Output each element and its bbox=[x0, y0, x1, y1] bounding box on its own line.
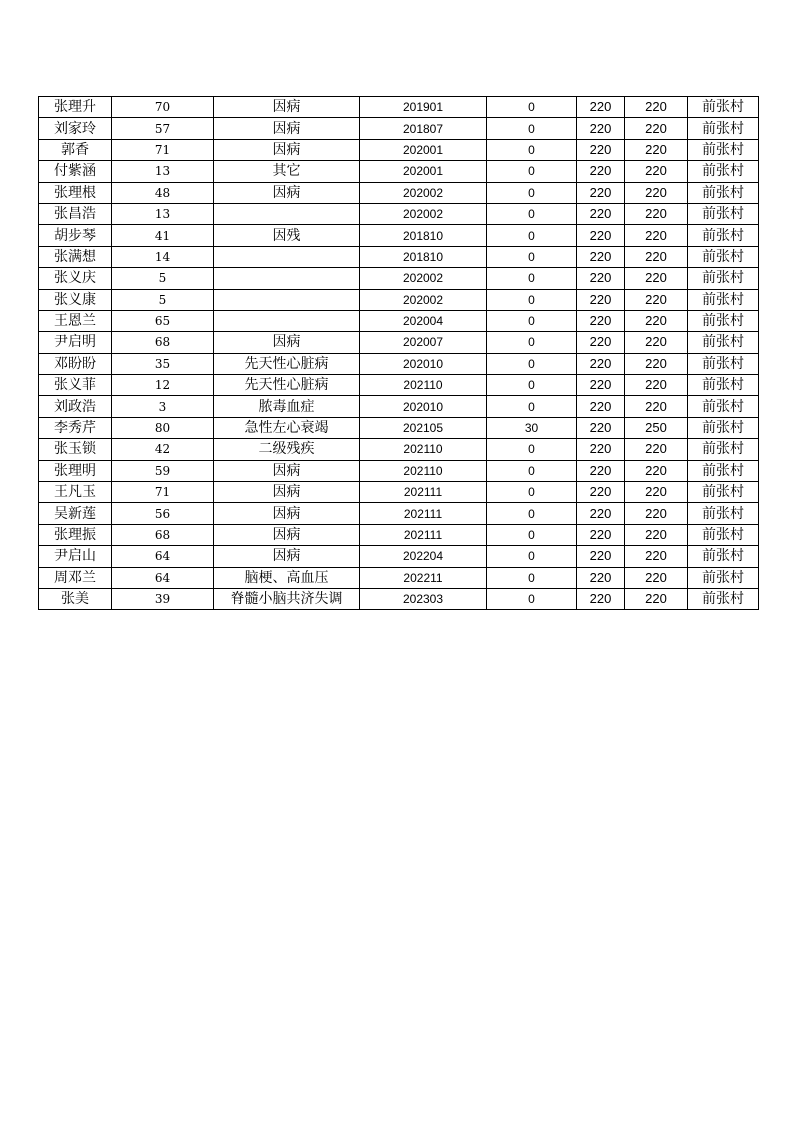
reason-cell: 因病 bbox=[214, 97, 360, 118]
total-amount-cell: 220 bbox=[625, 97, 688, 118]
name-cell: 张玉锁 bbox=[39, 439, 112, 460]
table-row bbox=[39, 396, 759, 417]
extra-amount-cell: 0 bbox=[487, 396, 577, 417]
date-cell: 202001 bbox=[360, 139, 487, 160]
table-row bbox=[39, 332, 759, 353]
extra-amount-cell: 0 bbox=[487, 503, 577, 524]
name-cell: 胡步琴 bbox=[39, 225, 112, 246]
age-cell: 35 bbox=[112, 353, 214, 374]
age-cell: 71 bbox=[112, 139, 214, 160]
extra-amount-cell: 0 bbox=[487, 268, 577, 289]
total-amount-cell: 220 bbox=[625, 139, 688, 160]
base-amount-cell: 220 bbox=[577, 289, 625, 310]
name-cell: 尹启山 bbox=[39, 546, 112, 567]
name-cell: 郭香 bbox=[39, 139, 112, 160]
extra-amount-cell: 0 bbox=[487, 97, 577, 118]
total-amount-cell: 220 bbox=[625, 503, 688, 524]
name-cell: 王凡玉 bbox=[39, 482, 112, 503]
base-amount-cell: 220 bbox=[577, 310, 625, 331]
date-cell: 202010 bbox=[360, 396, 487, 417]
table-row bbox=[39, 182, 759, 203]
total-amount-cell: 220 bbox=[625, 310, 688, 331]
total-amount-cell: 220 bbox=[625, 396, 688, 417]
extra-amount-cell: 0 bbox=[487, 246, 577, 267]
age-cell: 70 bbox=[112, 97, 214, 118]
subsidy-table bbox=[38, 96, 759, 610]
village-cell: 前张村 bbox=[688, 225, 759, 246]
base-amount-cell: 220 bbox=[577, 97, 625, 118]
name-cell: 张昌浩 bbox=[39, 203, 112, 224]
table-row bbox=[39, 524, 759, 545]
reason-cell bbox=[214, 246, 360, 267]
total-amount-cell: 220 bbox=[625, 225, 688, 246]
village-cell: 前张村 bbox=[688, 161, 759, 182]
total-amount-cell: 220 bbox=[625, 524, 688, 545]
base-amount-cell: 220 bbox=[577, 182, 625, 203]
name-cell: 张理振 bbox=[39, 524, 112, 545]
table-body bbox=[39, 97, 759, 610]
total-amount-cell: 220 bbox=[625, 289, 688, 310]
name-cell: 李秀芹 bbox=[39, 417, 112, 438]
total-amount-cell: 220 bbox=[625, 546, 688, 567]
village-cell: 前张村 bbox=[688, 118, 759, 139]
total-amount-cell: 220 bbox=[625, 161, 688, 182]
reason-cell: 脑梗、高血压 bbox=[214, 567, 360, 588]
total-amount-cell: 220 bbox=[625, 460, 688, 481]
reason-cell: 急性左心衰竭 bbox=[214, 417, 360, 438]
date-cell: 202111 bbox=[360, 524, 487, 545]
table-row bbox=[39, 567, 759, 588]
reason-cell: 脓毒血症 bbox=[214, 396, 360, 417]
table-row bbox=[39, 353, 759, 374]
total-amount-cell: 220 bbox=[625, 353, 688, 374]
age-cell: 42 bbox=[112, 439, 214, 460]
age-cell: 80 bbox=[112, 417, 214, 438]
village-cell: 前张村 bbox=[688, 460, 759, 481]
table-row bbox=[39, 161, 759, 182]
village-cell: 前张村 bbox=[688, 588, 759, 609]
table-row bbox=[39, 588, 759, 609]
name-cell: 刘家玲 bbox=[39, 118, 112, 139]
name-cell: 刘政浩 bbox=[39, 396, 112, 417]
extra-amount-cell: 0 bbox=[487, 203, 577, 224]
village-cell: 前张村 bbox=[688, 546, 759, 567]
extra-amount-cell: 0 bbox=[487, 375, 577, 396]
total-amount-cell: 220 bbox=[625, 332, 688, 353]
extra-amount-cell: 0 bbox=[487, 482, 577, 503]
base-amount-cell: 220 bbox=[577, 546, 625, 567]
reason-cell bbox=[214, 289, 360, 310]
table-row bbox=[39, 460, 759, 481]
name-cell: 张义菲 bbox=[39, 375, 112, 396]
village-cell: 前张村 bbox=[688, 417, 759, 438]
name-cell: 张满想 bbox=[39, 246, 112, 267]
village-cell: 前张村 bbox=[688, 268, 759, 289]
base-amount-cell: 220 bbox=[577, 246, 625, 267]
total-amount-cell: 220 bbox=[625, 268, 688, 289]
village-cell: 前张村 bbox=[688, 246, 759, 267]
village-cell: 前张村 bbox=[688, 182, 759, 203]
age-cell: 65 bbox=[112, 310, 214, 331]
reason-cell: 先天性心脏病 bbox=[214, 375, 360, 396]
reason-cell: 脊髓小脑共济失调 bbox=[214, 588, 360, 609]
reason-cell: 二级残疾 bbox=[214, 439, 360, 460]
age-cell: 64 bbox=[112, 567, 214, 588]
age-cell: 56 bbox=[112, 503, 214, 524]
base-amount-cell: 220 bbox=[577, 524, 625, 545]
reason-cell: 因病 bbox=[214, 482, 360, 503]
village-cell: 前张村 bbox=[688, 289, 759, 310]
extra-amount-cell: 0 bbox=[487, 439, 577, 460]
date-cell: 202001 bbox=[360, 161, 487, 182]
age-cell: 48 bbox=[112, 182, 214, 203]
base-amount-cell: 220 bbox=[577, 460, 625, 481]
table-row bbox=[39, 546, 759, 567]
date-cell: 202211 bbox=[360, 567, 487, 588]
reason-cell: 因残 bbox=[214, 225, 360, 246]
table-row bbox=[39, 268, 759, 289]
date-cell: 202111 bbox=[360, 503, 487, 524]
village-cell: 前张村 bbox=[688, 396, 759, 417]
table-row bbox=[39, 225, 759, 246]
age-cell: 59 bbox=[112, 460, 214, 481]
base-amount-cell: 220 bbox=[577, 139, 625, 160]
extra-amount-cell: 0 bbox=[487, 588, 577, 609]
base-amount-cell: 220 bbox=[577, 353, 625, 374]
base-amount-cell: 220 bbox=[577, 268, 625, 289]
name-cell: 张美 bbox=[39, 588, 112, 609]
extra-amount-cell: 0 bbox=[487, 332, 577, 353]
reason-cell: 因病 bbox=[214, 332, 360, 353]
reason-cell: 因病 bbox=[214, 460, 360, 481]
village-cell: 前张村 bbox=[688, 503, 759, 524]
total-amount-cell: 220 bbox=[625, 439, 688, 460]
reason-cell bbox=[214, 203, 360, 224]
date-cell: 202105 bbox=[360, 417, 487, 438]
date-cell: 202111 bbox=[360, 482, 487, 503]
village-cell: 前张村 bbox=[688, 139, 759, 160]
total-amount-cell: 220 bbox=[625, 118, 688, 139]
base-amount-cell: 220 bbox=[577, 482, 625, 503]
table-row bbox=[39, 97, 759, 118]
extra-amount-cell: 0 bbox=[487, 139, 577, 160]
name-cell: 张理升 bbox=[39, 97, 112, 118]
total-amount-cell: 220 bbox=[625, 375, 688, 396]
name-cell: 邓盼盼 bbox=[39, 353, 112, 374]
base-amount-cell: 220 bbox=[577, 332, 625, 353]
date-cell: 202303 bbox=[360, 588, 487, 609]
total-amount-cell: 220 bbox=[625, 203, 688, 224]
base-amount-cell: 220 bbox=[577, 396, 625, 417]
age-cell: 68 bbox=[112, 332, 214, 353]
age-cell: 12 bbox=[112, 375, 214, 396]
name-cell: 张理根 bbox=[39, 182, 112, 203]
age-cell: 5 bbox=[112, 289, 214, 310]
extra-amount-cell: 0 bbox=[487, 118, 577, 139]
village-cell: 前张村 bbox=[688, 97, 759, 118]
age-cell: 3 bbox=[112, 396, 214, 417]
age-cell: 5 bbox=[112, 268, 214, 289]
extra-amount-cell: 0 bbox=[487, 289, 577, 310]
reason-cell: 因病 bbox=[214, 182, 360, 203]
base-amount-cell: 220 bbox=[577, 439, 625, 460]
age-cell: 71 bbox=[112, 482, 214, 503]
village-cell: 前张村 bbox=[688, 482, 759, 503]
total-amount-cell: 220 bbox=[625, 246, 688, 267]
name-cell: 张义庆 bbox=[39, 268, 112, 289]
base-amount-cell: 220 bbox=[577, 225, 625, 246]
date-cell: 202002 bbox=[360, 203, 487, 224]
reason-cell: 先天性心脏病 bbox=[214, 353, 360, 374]
name-cell: 吴新莲 bbox=[39, 503, 112, 524]
table-row bbox=[39, 118, 759, 139]
table-row bbox=[39, 375, 759, 396]
table-row bbox=[39, 439, 759, 460]
village-cell: 前张村 bbox=[688, 353, 759, 374]
age-cell: 57 bbox=[112, 118, 214, 139]
village-cell: 前张村 bbox=[688, 524, 759, 545]
total-amount-cell: 220 bbox=[625, 588, 688, 609]
extra-amount-cell: 0 bbox=[487, 225, 577, 246]
reason-cell bbox=[214, 268, 360, 289]
table-row bbox=[39, 289, 759, 310]
date-cell: 202007 bbox=[360, 332, 487, 353]
name-cell: 王恩兰 bbox=[39, 310, 112, 331]
table-row bbox=[39, 482, 759, 503]
age-cell: 13 bbox=[112, 161, 214, 182]
date-cell: 201901 bbox=[360, 97, 487, 118]
age-cell: 39 bbox=[112, 588, 214, 609]
base-amount-cell: 220 bbox=[577, 417, 625, 438]
total-amount-cell: 250 bbox=[625, 417, 688, 438]
age-cell: 68 bbox=[112, 524, 214, 545]
date-cell: 201810 bbox=[360, 246, 487, 267]
reason-cell: 因病 bbox=[214, 139, 360, 160]
base-amount-cell: 220 bbox=[577, 118, 625, 139]
table-row bbox=[39, 417, 759, 438]
age-cell: 41 bbox=[112, 225, 214, 246]
base-amount-cell: 220 bbox=[577, 567, 625, 588]
reason-cell: 因病 bbox=[214, 546, 360, 567]
extra-amount-cell: 0 bbox=[487, 460, 577, 481]
table-row bbox=[39, 503, 759, 524]
base-amount-cell: 220 bbox=[577, 161, 625, 182]
extra-amount-cell: 0 bbox=[487, 524, 577, 545]
extra-amount-cell: 0 bbox=[487, 546, 577, 567]
base-amount-cell: 220 bbox=[577, 203, 625, 224]
base-amount-cell: 220 bbox=[577, 375, 625, 396]
reason-cell bbox=[214, 310, 360, 331]
table-row bbox=[39, 310, 759, 331]
age-cell: 64 bbox=[112, 546, 214, 567]
extra-amount-cell: 0 bbox=[487, 310, 577, 331]
reason-cell: 因病 bbox=[214, 503, 360, 524]
date-cell: 202110 bbox=[360, 375, 487, 396]
extra-amount-cell: 0 bbox=[487, 182, 577, 203]
reason-cell: 因病 bbox=[214, 524, 360, 545]
date-cell: 202002 bbox=[360, 268, 487, 289]
table-row bbox=[39, 203, 759, 224]
reason-cell: 因病 bbox=[214, 118, 360, 139]
village-cell: 前张村 bbox=[688, 332, 759, 353]
village-cell: 前张村 bbox=[688, 439, 759, 460]
table-row bbox=[39, 139, 759, 160]
name-cell: 张义康 bbox=[39, 289, 112, 310]
village-cell: 前张村 bbox=[688, 375, 759, 396]
date-cell: 202110 bbox=[360, 439, 487, 460]
total-amount-cell: 220 bbox=[625, 182, 688, 203]
table-row bbox=[39, 246, 759, 267]
total-amount-cell: 220 bbox=[625, 567, 688, 588]
base-amount-cell: 220 bbox=[577, 503, 625, 524]
village-cell: 前张村 bbox=[688, 203, 759, 224]
village-cell: 前张村 bbox=[688, 567, 759, 588]
name-cell: 付紫涵 bbox=[39, 161, 112, 182]
date-cell: 202004 bbox=[360, 310, 487, 331]
extra-amount-cell: 0 bbox=[487, 161, 577, 182]
extra-amount-cell: 30 bbox=[487, 417, 577, 438]
name-cell: 张理明 bbox=[39, 460, 112, 481]
name-cell: 尹启明 bbox=[39, 332, 112, 353]
date-cell: 202002 bbox=[360, 182, 487, 203]
total-amount-cell: 220 bbox=[625, 482, 688, 503]
name-cell: 周邓兰 bbox=[39, 567, 112, 588]
village-cell: 前张村 bbox=[688, 310, 759, 331]
base-amount-cell: 220 bbox=[577, 588, 625, 609]
date-cell: 202204 bbox=[360, 546, 487, 567]
date-cell: 202110 bbox=[360, 460, 487, 481]
date-cell: 202010 bbox=[360, 353, 487, 374]
date-cell: 201807 bbox=[360, 118, 487, 139]
reason-cell: 其它 bbox=[214, 161, 360, 182]
extra-amount-cell: 0 bbox=[487, 353, 577, 374]
extra-amount-cell: 0 bbox=[487, 567, 577, 588]
age-cell: 14 bbox=[112, 246, 214, 267]
date-cell: 201810 bbox=[360, 225, 487, 246]
age-cell: 13 bbox=[112, 203, 214, 224]
date-cell: 202002 bbox=[360, 289, 487, 310]
